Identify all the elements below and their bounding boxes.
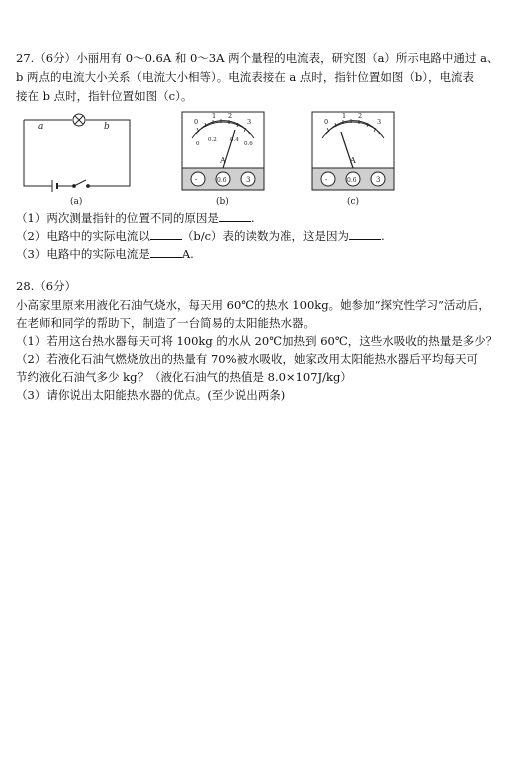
q28-sub2-line2: 节约液化石油气多少 kg？（液化石油气的热值是 8.0×107J/kg） [16, 370, 352, 384]
q28-sub1: （1）若用这台热水器每天可将 100kg 的水从 20℃加热到 60℃，这些水吸收的热量是多少？ [16, 334, 498, 348]
terminal-06-b: 0.6 [217, 177, 227, 184]
terminal-3-c: 3 [376, 176, 381, 184]
terminal-3-b: 3 [246, 176, 251, 184]
answer-blank-2[interactable] [150, 229, 182, 240]
terminal-06-c: 0.6 [347, 177, 357, 184]
q27-sub3-end: A. [181, 247, 194, 261]
scale-top-3-c: 3 [377, 118, 382, 126]
scale-top-0-b: 0 [194, 118, 199, 126]
caption-c: (c) [347, 197, 360, 206]
scale-bottom-2-b: 0.4 [230, 137, 239, 143]
answer-blank-1[interactable] [219, 211, 251, 222]
scale-top-1-b: 1 [212, 112, 217, 120]
scale-top-3-b: 3 [247, 118, 252, 126]
point-a-label: a [38, 122, 44, 132]
q27-text-line3: 接在 b 点时，指针位置如图（c）。 [16, 89, 193, 103]
q27-sub2-mid: （b/c）表的读数为准，这是因为 [181, 229, 350, 243]
q27-sub1-text: （1）两次测量指针的位置不同的原因是 [16, 211, 219, 225]
q28-header: 28.（6分） [16, 279, 77, 293]
q28-paragraph-1: 小高家里原来用液化石油气烧水，每天用 60℃的热水 100kg。她参加“探究性学习”活动后， [16, 298, 490, 312]
caption-a: (a) [70, 197, 83, 206]
q28-sub3: （3）请你说出太阳能热水器的优点。(至少说出两条) [16, 388, 286, 402]
scale-bottom-0-b: 0 [196, 141, 200, 147]
terminal-neg-b: - [195, 176, 198, 184]
answer-blank-3[interactable] [349, 229, 381, 240]
q28-sub2-line1: （2）若液化石油气燃烧放出的热量有 70%被水吸收，她家改用太阳能热水器后平均每天可 [16, 352, 479, 366]
q27-figures [16, 108, 500, 206]
q27-sub2-end: . [381, 229, 385, 243]
scale-top-2-c: 2 [358, 112, 363, 120]
terminal-neg-c: - [325, 176, 328, 184]
q27-sub2 [16, 229, 502, 244]
q27-sub2-text: （2）电路中的实际电流以 [16, 229, 150, 243]
unit-label-b: A [220, 156, 226, 165]
ammeter-b [182, 112, 264, 190]
answer-blank-4[interactable] [150, 247, 182, 258]
scale-bottom-1-b: 0.2 [208, 137, 217, 143]
switch-icon [74, 180, 86, 186]
ammeter-c [312, 112, 394, 190]
scale-top-2-b: 2 [228, 112, 233, 120]
q27-sub3 [16, 247, 502, 262]
caption-b: (b) [216, 197, 229, 206]
q27-header: 27.（6分）小丽用有 0～0.6A 和 0～3A 两个量程的电流表，研究图（a）所示电路中通过 a、 [16, 51, 499, 65]
scale-top-0-c: 0 [324, 118, 329, 126]
scale-bottom-3-b: 0.6 [244, 141, 253, 147]
q27-text-line2: b 两点的电流大小关系（电流大小相等）。电流表接在 a 点时，指针位置如图（b），电流表 [16, 70, 475, 84]
q27-sub1-end: . [250, 211, 255, 225]
figures-svg [16, 108, 500, 206]
q27-sub3-text: （3）电路中的实际电流是 [16, 247, 150, 261]
scale-top-1-c: 1 [342, 112, 347, 120]
point-b-label: b [104, 122, 110, 132]
q28-paragraph-2: 在老师和同学的帮助下，制造了一台简易的太阳能热水器。 [16, 316, 315, 330]
q27-sub1 [16, 211, 502, 226]
unit-label-c: A [350, 156, 356, 165]
